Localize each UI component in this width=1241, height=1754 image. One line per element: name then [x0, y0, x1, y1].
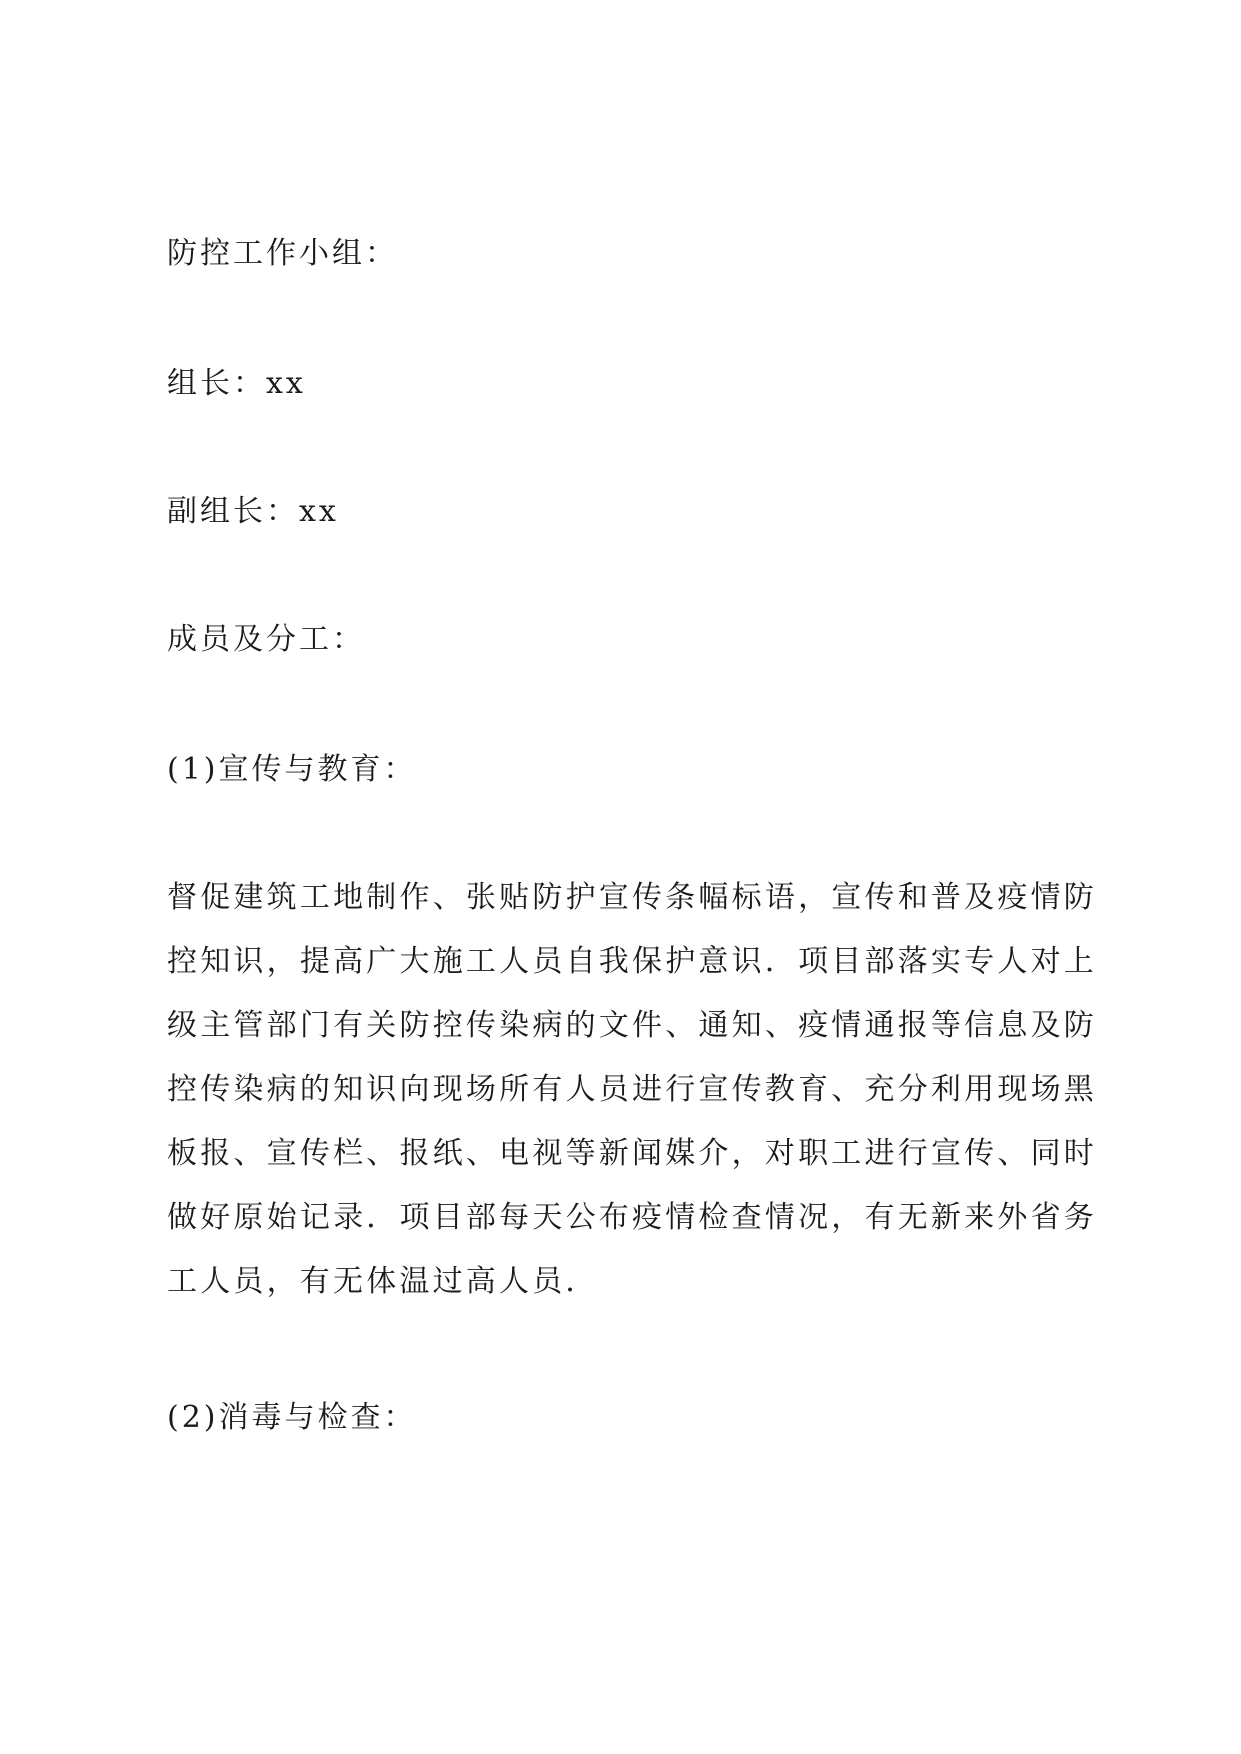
deputy-leader-line: 副组长：xx — [167, 494, 339, 529]
section1-heading: (1)宣传与教育： — [167, 752, 417, 787]
members-heading: 成员及分工： — [167, 622, 365, 657]
leader-line: 组长：xx — [167, 366, 306, 401]
group-heading: 防控工作小组： — [167, 236, 398, 271]
section1-paragraph: 督促建筑工地制作、张贴防护宣传条幅标语，宣传和普及疫情防控知识，提高广大施工人员自我保护意识．项目部落实专人对上级主管部门有关防控传染病的文件、通知、疫情通报等信息及防控传染病的知识向现场所有人员进行宣传教育、充分利用现场黑板报、宣传栏、报纸、电视等新闻媒介，对职工进行宣传、同时做好原始记录．项目部每天公布疫情检查情况，有无新来外省务工人员，有无体温过高人员． — [167, 880, 1097, 1299]
section2-heading: (2)消毒与检查： — [167, 1400, 417, 1435]
